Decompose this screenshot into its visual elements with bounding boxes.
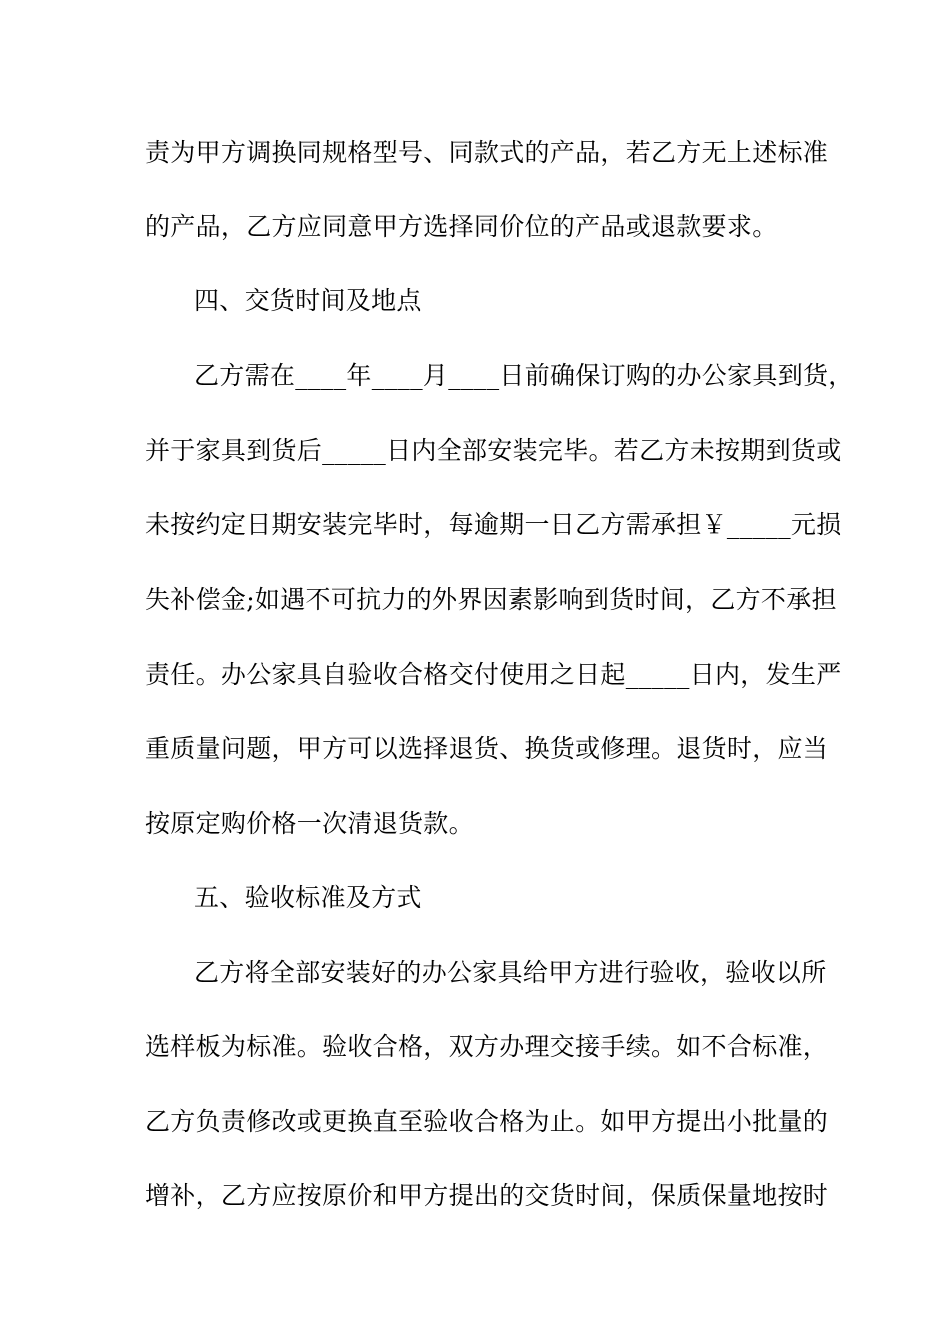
paragraph-line: 重质量问题，甲方可以选择退货、换货或修理。退货时，应当 xyxy=(145,734,829,763)
paragraph-line: 按原定购价格一次清退货款。 xyxy=(145,809,474,838)
paragraph-line: 失补偿金;如遇不可抗力的外界因素影响到货时间，乙方不承担 xyxy=(145,585,837,614)
paragraph-line: 未按约定日期安装完毕时，每逾期一日乙方需承担￥_____元损 xyxy=(145,510,842,539)
paragraph-line: 责为甲方调换同规格型号、同款式的产品，若乙方无上述标准 xyxy=(145,138,829,167)
paragraph-line: 乙方将全部安装好的办公家具给甲方进行验收，验收以所 xyxy=(194,958,827,987)
section-heading: 五、验收标准及方式 xyxy=(194,883,422,912)
paragraph-line: 增补，乙方应按原价和甲方提出的交货时间，保质保量地按时 xyxy=(145,1181,829,1210)
paragraph-line: 乙方需在____年____月____日前确保订购的办公家具到货， xyxy=(194,361,854,390)
paragraph-line: 责任。办公家具自验收合格交付使用之日起_____日内，发生严 xyxy=(145,660,842,689)
section-heading: 四、交货时间及地点 xyxy=(194,286,422,315)
paragraph-line: 选样板为标准。验收合格，双方办理交接手续。如不合标准， xyxy=(145,1032,829,1061)
paragraph-line: 并于家具到货后_____日内全部安装完毕。若乙方未按期到货或 xyxy=(145,436,842,465)
paragraph-line: 乙方负责修改或更换直至验收合格为止。如甲方提出小批量的 xyxy=(145,1107,829,1136)
paragraph-line: 的产品，乙方应同意甲方选择同价位的产品或退款要求。 xyxy=(145,212,778,241)
